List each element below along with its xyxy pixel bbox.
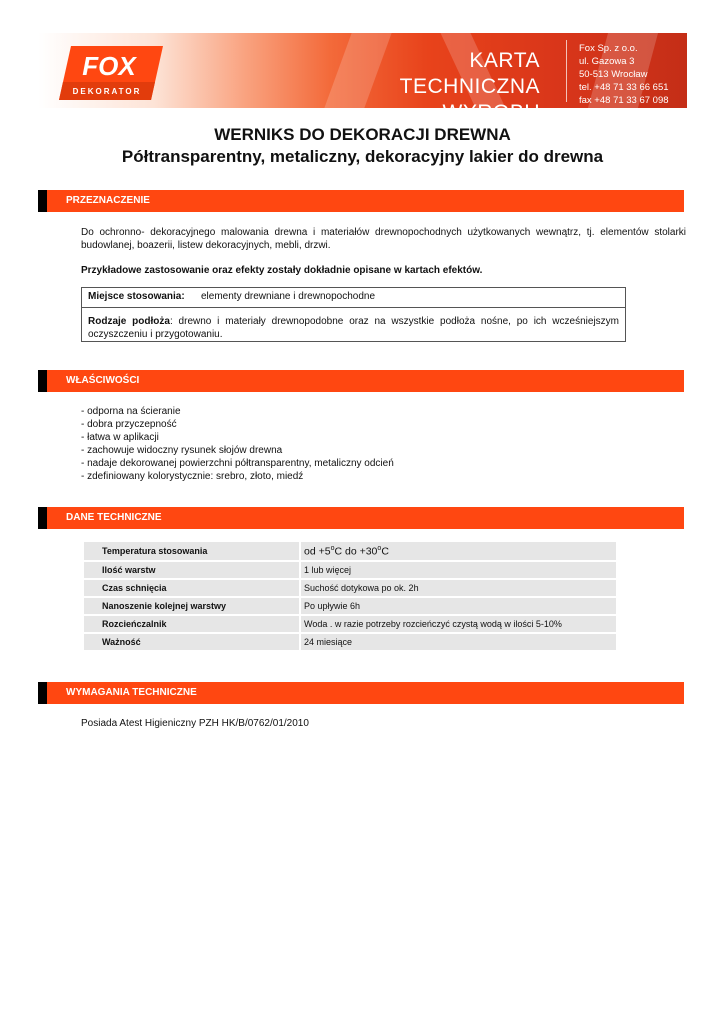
logo-sub: DEKORATOR — [72, 87, 142, 96]
company-info — [579, 42, 669, 107]
list-item: - zdefiniowany kolorystycznie: srebro, złoto, miedź — [81, 471, 304, 482]
section-wymagania — [38, 682, 684, 704]
list-item: - zachowuje widoczny rysunek słojów drewna — [81, 445, 283, 456]
table-value: Suchość dotykowa po ok. 2h — [300, 579, 617, 597]
table-row — [83, 633, 617, 651]
table-key: Temperatura stosowania — [83, 541, 300, 561]
section-label: WYMAGANIA TECHNICZNE — [66, 687, 197, 698]
list-item: - łatwa w aplikacji — [81, 432, 159, 443]
properties-list — [81, 405, 394, 483]
list-item: - odporna na ścieranie — [81, 406, 181, 417]
card-title — [325, 48, 540, 126]
table-key: Nanoszenie kolejnej warstwy — [83, 597, 300, 615]
table-value: Woda . w razie potrzeby rozcieńczyć czystą wodą w ilości 5-10% — [300, 615, 617, 633]
company-name: Fox Sp. z o.o. — [579, 43, 638, 54]
section-dane-techniczne — [38, 507, 684, 529]
table-row — [83, 597, 617, 615]
table-value: 24 miesiące — [300, 633, 617, 651]
section-label: WŁAŚCIWOŚCI — [66, 375, 140, 386]
rodzaje-value: : drewno i materiały drewnopodobne oraz na wszystkie podłoża nośne, po ich wcześniejszym oczyszczeniu i przygotowaniu. — [88, 316, 619, 340]
logo-main: FOX — [82, 51, 136, 81]
table-key: Czas schnięcia — [83, 579, 300, 597]
technical-data-table — [82, 540, 618, 652]
table-row — [83, 579, 617, 597]
table-key: Ważność — [83, 633, 300, 651]
section-przeznaczenie — [38, 190, 684, 212]
section-wlasciwosci — [38, 370, 684, 392]
card-title-line2: WYROBU — [442, 101, 540, 124]
miejsce-row — [82, 288, 625, 308]
table-key: Rozcieńczalnik — [83, 615, 300, 633]
table-row — [83, 561, 617, 579]
table-row — [83, 615, 617, 633]
list-item: - dobra przyczepność — [81, 419, 177, 430]
company-street: ul. Gazowa 3 — [579, 56, 635, 67]
table-value: Po upływie 6h — [300, 597, 617, 615]
przeznaczenie-text: Do ochronno- dekoracyjnego malowania drewna i materiałów drewnopochodnych użytkowanych wewnątrz, tj. elementów stolarki budowlanej, boazerii, listew dekoracyjnych, mebli, drzwi. — [81, 227, 686, 251]
table-row — [83, 541, 617, 561]
rodzaje-row — [88, 315, 619, 341]
product-subtitle: Półtransparentny, metaliczny, dekoracyjny lakier do drewna — [121, 147, 604, 166]
miejsce-label: Miejsce stosowania: — [88, 291, 185, 302]
rodzaje-label: Rodzaje podłoża — [88, 316, 170, 327]
table-key: Ilość warstw — [83, 561, 300, 579]
section-label: DANE TECHNICZNE — [66, 512, 162, 523]
header-divider — [566, 40, 567, 102]
company-city: 50-513 Wrocław — [579, 69, 648, 80]
product-name: WERNIKS DO DEKORACJI DREWNA — [214, 125, 511, 144]
section-label: PRZEZNACZENIE — [66, 195, 150, 206]
przeznaczenie-note: Przykładowe zastosowanie oraz efekty zostały dokładnie opisane w kartach efektów. — [81, 265, 483, 276]
application-info-box — [81, 287, 626, 342]
card-title-line1: KARTA TECHNICZNA — [399, 49, 540, 98]
company-tel: tel. +48 71 33 66 651 — [579, 82, 669, 93]
list-item: - nadaje dekorowanej powierzchni półtransparentny, metaliczny odcień — [81, 458, 394, 469]
fox-logo — [57, 44, 165, 102]
table-value: 1 lub więcej — [300, 561, 617, 579]
company-fax: fax +48 71 33 67 098 — [579, 95, 669, 106]
miejsce-value: elementy drewniane i drewnopochodne — [201, 291, 376, 302]
wymagania-text: Posiada Atest Higieniczny PZH HK/B/0762/01/2010 — [81, 718, 309, 729]
table-value-temperature: od $+5^oC$ do $+30^oC$ — [300, 541, 617, 561]
